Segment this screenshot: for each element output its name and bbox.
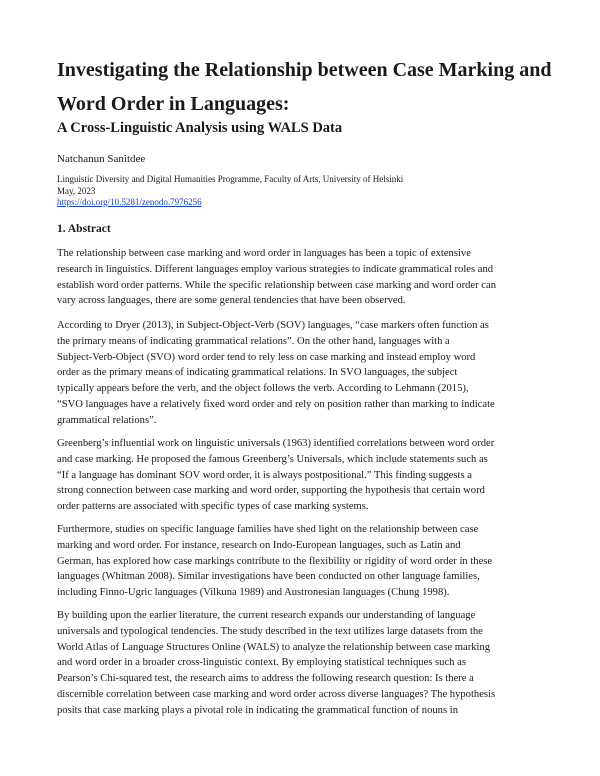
text-line: According to Dryer (2013), in Subject-Object-Verb (SOV) languages, “case markers often function as: [57, 320, 489, 331]
text-line: and case marking. He proposed the famous Greenberg’s Universals, which include statements such as: [57, 453, 488, 465]
abstract-paragraph-1: [57, 246, 545, 309]
title-line: Word Order in Languages:: [57, 93, 290, 115]
text-line: marking and word order. For instance, research on Indo-European languages, such as Latin and: [57, 539, 461, 551]
author-info: [57, 174, 403, 209]
abstract-paragraph-4: [57, 522, 545, 601]
text-line: World Atlas of Language Structures Online (WALS) to analyze the relationship between case marking: [57, 641, 491, 653]
text-line: order patterns are associated with specific types of case marking systems.: [57, 501, 369, 513]
text-line: Subject-Verb-Object (SVO) word order tend to rely less on case marking and instead employ word: [57, 351, 476, 363]
text-line: and word order in a broader cross-linguistic context. By employing statistical techniques such as: [57, 657, 466, 669]
paper-subtitle: A Cross-Linguistic Analysis using WALS Data: [57, 120, 343, 136]
author-name: Natchanun Sanitdee: [57, 153, 146, 165]
text-line: vary across languages, there are some general tendencies that have been observed.: [57, 295, 406, 307]
section-heading-abstract: 1. Abstract: [57, 223, 111, 235]
publication-date: May, 2023: [57, 185, 96, 196]
text-line: German, has explored how case markings contribute to the flexibility or rigidity of word order in these: [57, 555, 493, 567]
text-line: universals and typological tendencies. The study described in the text utilizes large datasets from the: [57, 625, 483, 637]
title-line: Investigating the Relationship between Case Marking and: [57, 59, 552, 81]
paper-title: [57, 53, 557, 121]
text-line: discernible correlation between case marking and word order across diverse languages? The hypothesis: [57, 688, 496, 700]
text-line: strong connection between case marking and word order, supporting the hypothesis that certain word: [57, 485, 485, 497]
text-line: “If a language has dominant SOV word order, it is always postpositional.” This finding suggests a: [57, 469, 472, 481]
text-line: posits that case marking plays a pivotal role in indicating the grammatical function of nouns in: [57, 704, 458, 716]
text-line: By building upon the earlier literature, the current research expands our understanding of language: [57, 610, 476, 621]
text-line: the primary means of indicating grammatical relations”. On the other hand, languages with a: [57, 335, 450, 347]
abstract-paragraph-5: [57, 608, 545, 719]
text-line: Pearson’s Chi-squared test, the research aims to address the following research question: Is there a: [57, 673, 474, 685]
text-line: order as the primary means of indicating grammatical relations. In SVO languages, the subject: [57, 367, 458, 379]
text-line: “SVO languages have a relatively fixed word order and rely on position rather than marking to indicate: [57, 398, 495, 410]
doi-link[interactable]: https://doi.org/10.5281/zenodo.7976256: [57, 197, 202, 207]
text-line: The relationship between case marking and word order in languages has been a topic of extensive: [57, 248, 471, 259]
text-line: Greenberg’s influential work on linguistic universals (1963) identified correlations between word order: [57, 438, 495, 449]
affiliation: Linguistic Diversity and Digital Humanities Programme, Faculty of Arts, University of Helsinki: [57, 174, 404, 184]
text-line: languages (Whitman 2008). Similar investigations have been conducted on other language families,: [57, 571, 480, 583]
text-line: typically appears before the verb, and the object follows the verb. According to Lehmann (2015),: [57, 383, 469, 395]
abstract-paragraph-2: [57, 318, 545, 429]
abstract-paragraph-3: [57, 436, 545, 515]
text-line: including Finno-Ugric languages (Vilkuna 1989) and Austronesian languages (Chung 1998).: [57, 587, 450, 599]
text-line: grammatical relations”.: [57, 414, 157, 426]
text-line: establish word order patterns. While the specific relationship between case marking and word order can: [57, 279, 496, 291]
text-line: research in linguistics. Different languages employ various strategies to indicate grammatical roles and: [57, 263, 494, 275]
text-line: Furthermore, studies on specific language families have shed light on the relationship between case: [57, 524, 479, 535]
